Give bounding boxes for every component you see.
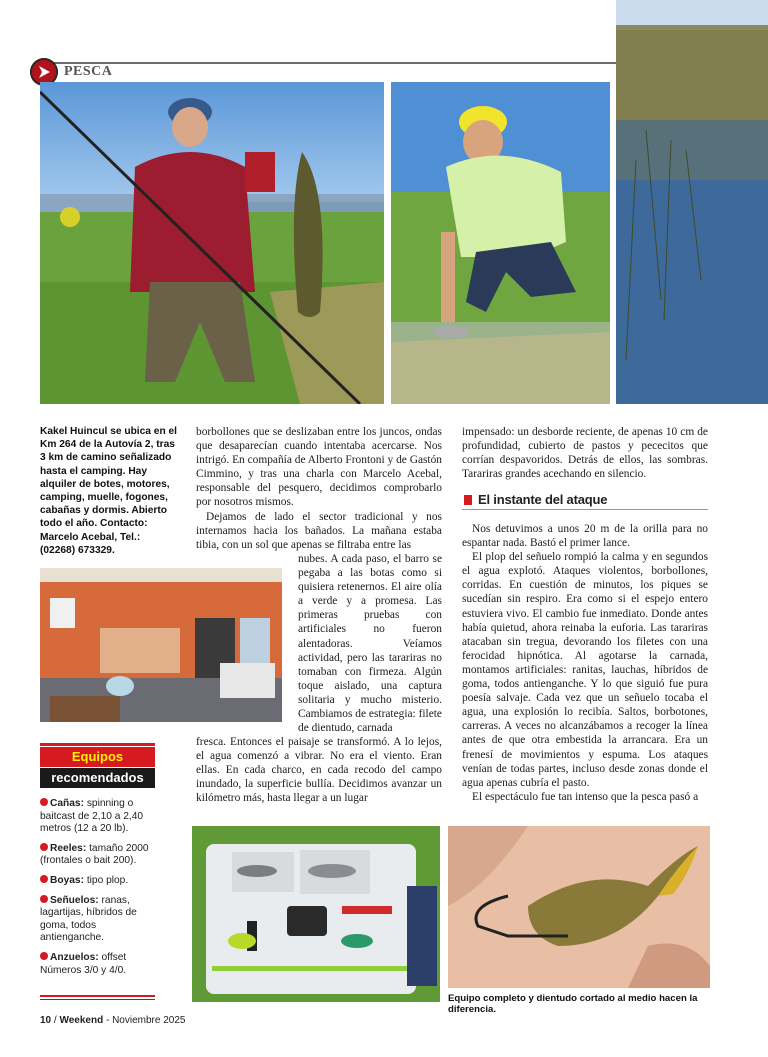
- list-item: Cañas: spinning o baitcast de 2,10 a 2,40 metros (12 a 20 lb).: [40, 798, 144, 835]
- equipos-subtitle: recomendados: [40, 768, 155, 788]
- bullet-dot-icon: [40, 952, 48, 960]
- list-item: Señuelos: ranas, lagartijas, híbridos de goma, todos antienganche.: [40, 894, 137, 944]
- article-column-2-wide: [196, 735, 442, 805]
- photo-lure-in-hand: [448, 826, 710, 988]
- paragraph: borbollones que se deslizaban entre los juncos, ondas que desaparecían cuando intentaba acercarse. Nos intrigó. En compañía de Alberto Frontoni y de Gastón Cimmino, y tras una charla con Marcelo Acebal, responsable del pesquero, decidimos comprobarlo por nosotros mismos.: [196, 426, 442, 509]
- paragraph: El espectáculo fue tan intenso que la pesca pasó a: [472, 790, 699, 803]
- equipos-bottom-rule: [40, 999, 155, 1000]
- header-rule: [40, 62, 616, 64]
- section-subhead: [462, 492, 708, 510]
- article-column-3: [462, 425, 708, 481]
- magazine-name: Weekend: [59, 1015, 104, 1026]
- article-column-3-body: [462, 522, 708, 804]
- bullet-dot-icon: [40, 895, 48, 903]
- equipos-bottom-rule: [40, 995, 155, 997]
- section-label: PESCA: [64, 64, 113, 79]
- photo-restaurant-interior: [40, 568, 282, 722]
- paragraph: nubes. A cada paso, el barro se pegaba a las botas como si quisiera retenernos. El aire olía a verde y a promesa. Las primeras pruebas con artificiales no fueron alentadoras. Veíamos actividad, pero las tarariras no tomaban con firmeza. Algún toque aislado, una captura solitaria y mucho misterio. Cambiamos de estrategia: filete de dientudo, carnada: [298, 553, 442, 735]
- issue-date: - Noviembre 2025: [103, 1015, 186, 1026]
- equipos-list: [40, 798, 158, 984]
- list-item: Reeles: tamaño 2000 (frontales o bait 200).: [40, 842, 149, 867]
- equipos-title: Equipos: [40, 747, 155, 767]
- photo-angler-kneeling: [391, 82, 610, 404]
- equipos-top-rule: [40, 743, 155, 746]
- article-column-2-narrow: [298, 552, 442, 735]
- sidebar-caption: Kakel Huincul se ubica en el Km 264 de la Autovía 2, tras 3 km de camino señalizado hasta el camping. Hay alquiler de botes, motores, camping, muelle, fogones, cabañas y dormis. Abierto todo el año. Contacto: Marcelo Acebal, Tel.: (02268) 673329.: [40, 426, 178, 556]
- photo-reeds-water: [616, 0, 768, 404]
- photo-angler-with-fish: [40, 82, 384, 404]
- article-column-2: [196, 425, 442, 552]
- paragraph: impensado: un desborde reciente, de apenas 10 cm de profundidad, cubierto de pastos y pececitos que corrían despavoridos. Detrás de ellos, las sombras. Tarariras grandes acechando en silencio.: [462, 426, 708, 481]
- bullet-dot-icon: [40, 798, 48, 806]
- page-number: 10: [40, 1015, 52, 1026]
- list-item: Boyas: tipo plop.: [40, 875, 158, 888]
- paragraph: Dejamos de lado el sector tradicional y nos internamos hacia los bañados. La mañana estaba tibia, con un sol que apenas se filtraba entre las: [196, 510, 442, 551]
- list-item: Anzuelos: offset Números 3/0 y 4/0.: [40, 951, 127, 976]
- page-footer: 10 / Weekend - Noviembre 2025: [40, 1015, 186, 1026]
- photo-caption: Equipo completo y dientudo cortado al medio hacen la diferencia.: [448, 993, 698, 1015]
- subhead-text: El instante del ataque: [478, 492, 608, 507]
- photo-tackle-layout: [192, 826, 440, 1002]
- paragraph: fresca. Entonces el paisaje se transformó. A lo lejos, el agua comenzó a vibrar. No era el viento. Eran ellas. En cada charco, en cada recodo del campo inundado, la superficie bullía. Decidimos avanzar un kilómetro más, hasta llegar a un lugar: [196, 736, 442, 805]
- bullet-dot-icon: [40, 843, 48, 851]
- paragraph: Nos detuvimos a unos 20 m de la orilla para no espantar nada. Bastó el primer lance.: [462, 523, 708, 550]
- paragraph: El plop del señuelo rompió la calma y en segundos el agua explotó. Ataques violentos, borbollones, corridas. En cuestión de minutos, los piques se sucedían sin respiro. Era como si el espejo entero estuviera vivo. El cambio fue inmediato. Donde antes había quietud, ahora reinaba la euforia. Las tarariras atacaban sin tregua, devorando los filetes con una ferocidad hipnótica. Al agotarse la carnada, montamos artificiales: ranitas, lauchas, híbridos de goma, todos antienganche. Y lo que siguió fue pura poesía salvaje. Cada vez que un señuelo tocaba el agua, una explosión lo recibía. Saltos, borbotones, carreras. A veces no alcanzábamos a recoger la línea antes de que otra embestida la arrancara. Era un frenesí de movimientos y espuma. Los ataques venían de todas partes, incluso desde zonas donde el agua apenas cubría el pasto.: [462, 551, 708, 789]
- bullet-dot-icon: [40, 875, 48, 883]
- square-bullet-icon: [464, 495, 472, 505]
